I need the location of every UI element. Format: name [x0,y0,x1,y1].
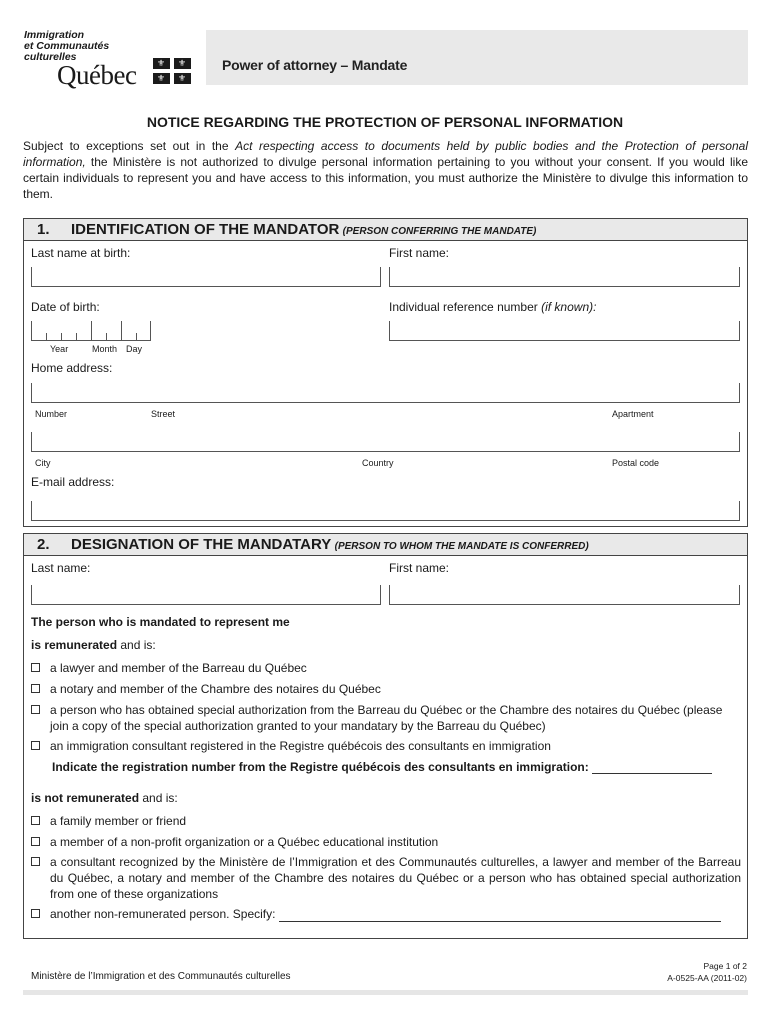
mandatary-last-name-field[interactable] [31,585,381,605]
city-caption: City [35,458,51,468]
option-label: a lawyer and member of the Barreau du Québec [50,661,307,675]
street-address-field[interactable] [31,383,740,403]
footer-bar [23,990,748,995]
section-2-title: DESIGNATION OF THE MANDATARY [71,536,332,553]
mandatary-first-name-field[interactable] [389,585,740,605]
notice-text: Subject to exceptions set out in the [23,139,236,153]
remunerated-heading [31,638,156,652]
ministry-logo-text [24,30,109,63]
email-field[interactable] [31,501,740,521]
section-2-number: 2. [37,536,50,553]
notice-title: NOTICE REGARDING THE PROTECTION OF PERSONAL INFORMATION [146,114,624,130]
section-2-subtitle: (PERSON TO WHOM THE MANDATE IS CONFERRED) [334,541,589,552]
quebec-flag-icon: ⚜ ⚜ ⚜ ⚜ [153,58,191,84]
logo-line: et Communautés [24,40,110,52]
recognized-consultant-checkbox[interactable] [31,857,40,866]
remunerated-option[interactable] [31,738,741,754]
apartment-caption: Apartment [612,409,654,419]
dob-month-caption: Month [92,344,118,354]
option-label: an immigration consultant registered in the Registre québécois des consultants en immigration [50,739,551,753]
other-person-checkbox[interactable] [31,909,40,918]
remunerated-option[interactable] [31,702,741,734]
option-label: a family member or friend [50,814,187,828]
form-code: A-0525-AA (2011-02) [667,973,747,983]
registration-number-prompt [52,760,712,774]
reference-number-label [389,300,596,314]
mandator-last-name-label: Last name at birth: [31,246,131,260]
ref-label-text: Individual reference number [389,300,542,314]
not-remunerated-heading [31,791,178,805]
lawyer-checkbox[interactable] [31,663,40,672]
number-caption: Number [35,409,68,419]
mandator-last-name-field[interactable] [31,267,381,287]
reference-number-field[interactable] [389,321,740,341]
special-authorization-checkbox[interactable] [31,705,40,714]
immigration-consultant-checkbox[interactable] [31,741,40,750]
not-remunerated-option[interactable] [31,906,741,922]
mandator-first-name-label: First name: [389,246,450,260]
footer-ministry: Ministère de l’Immigration et des Communautés culturelles [31,971,291,982]
mandatary-first-name-label: First name: [389,561,450,575]
remunerated-bold: is remunerated [31,638,118,652]
notice-body [23,138,748,202]
notice-text-end: the Ministère is not authorized to divulge personal information pertaining to you without your consent. If you would like certain individuals to represent you and have access to this information, you must authorize the Ministère to divulge this information to them. [23,155,748,201]
non-profit-member-checkbox[interactable] [31,837,40,846]
registration-prompt-text: Indicate the registration number from the Registre québécois des consultants en immigration: [52,760,589,774]
notary-checkbox[interactable] [31,684,40,693]
form-title: Power of attorney – Mandate [222,57,408,73]
mandator-first-name-field[interactable] [389,267,740,287]
date-of-birth-label: Date of birth: [31,300,100,314]
section-1-frame [23,218,748,527]
not-remunerated-option[interactable] [31,834,741,850]
page-number: Page 1 of 2 [703,961,747,971]
mandatary-last-name-label: Last name: [31,561,91,575]
logo-line: Immigration [24,29,85,41]
ref-label-italic: (if known): [541,300,597,314]
not-remunerated-rest: and is: [139,791,178,805]
section-1-title: IDENTIFICATION OF THE MANDATOR [71,221,340,238]
footer-page-info [667,960,747,984]
home-address-label: Home address: [31,361,113,375]
option-label: another non-remunerated person. Specify: [50,907,276,921]
date-of-birth-field[interactable] [31,321,151,341]
remunerated-option[interactable] [31,660,741,676]
notice-act-name: Act respecting access to documents held by public bodies and the Protection of personal information, [23,139,748,169]
section-1-number: 1. [37,221,50,238]
logo-line: culturelles [24,51,77,63]
option-label: a person who has obtained special authorization from the Barreau du Québec or the Chambre des notaires du Québec (please join a copy of the special authorization granted to your mandatary by the Barreau du Québec) [50,703,723,733]
mandated-heading: The person who is mandated to represent me [31,615,290,629]
not-remunerated-bold: is not remunerated [31,791,140,805]
registration-number-field[interactable] [592,762,712,774]
section-1-subtitle: (PERSON CONFERRING THE MANDATE) [342,226,537,237]
dob-day-caption: Day [126,344,143,354]
not-remunerated-option[interactable] [31,854,741,902]
option-label: a consultant recognized by the Ministère de l’Immigration et des Communautés culturelles, a lawyer and member of the Barreau du Québec, a notary and member of the Chambre des notaires du Québec or a person who has obtained special authorization from one of these organizations [50,855,741,901]
remunerated-option[interactable] [31,681,741,697]
not-remunerated-option[interactable] [31,813,741,829]
option-label: a notary and member of the Chambre des notaires du Québec [50,682,381,696]
specify-field[interactable] [279,910,721,922]
option-label: a member of a non-profit organization or a Québec educational institution [50,835,439,849]
email-label: E-mail address: [31,475,115,489]
remunerated-rest: and is: [117,638,156,652]
postal-code-caption: Postal code [612,458,660,468]
dob-year-caption: Year [50,344,69,354]
section-1-heading [71,221,536,238]
family-friend-checkbox[interactable] [31,816,40,825]
city-country-postal-field[interactable] [31,432,740,452]
quebec-wordmark: Québec [57,60,137,90]
section-2-heading [71,536,589,553]
country-caption: Country [362,458,394,468]
street-caption: Street [151,409,176,419]
